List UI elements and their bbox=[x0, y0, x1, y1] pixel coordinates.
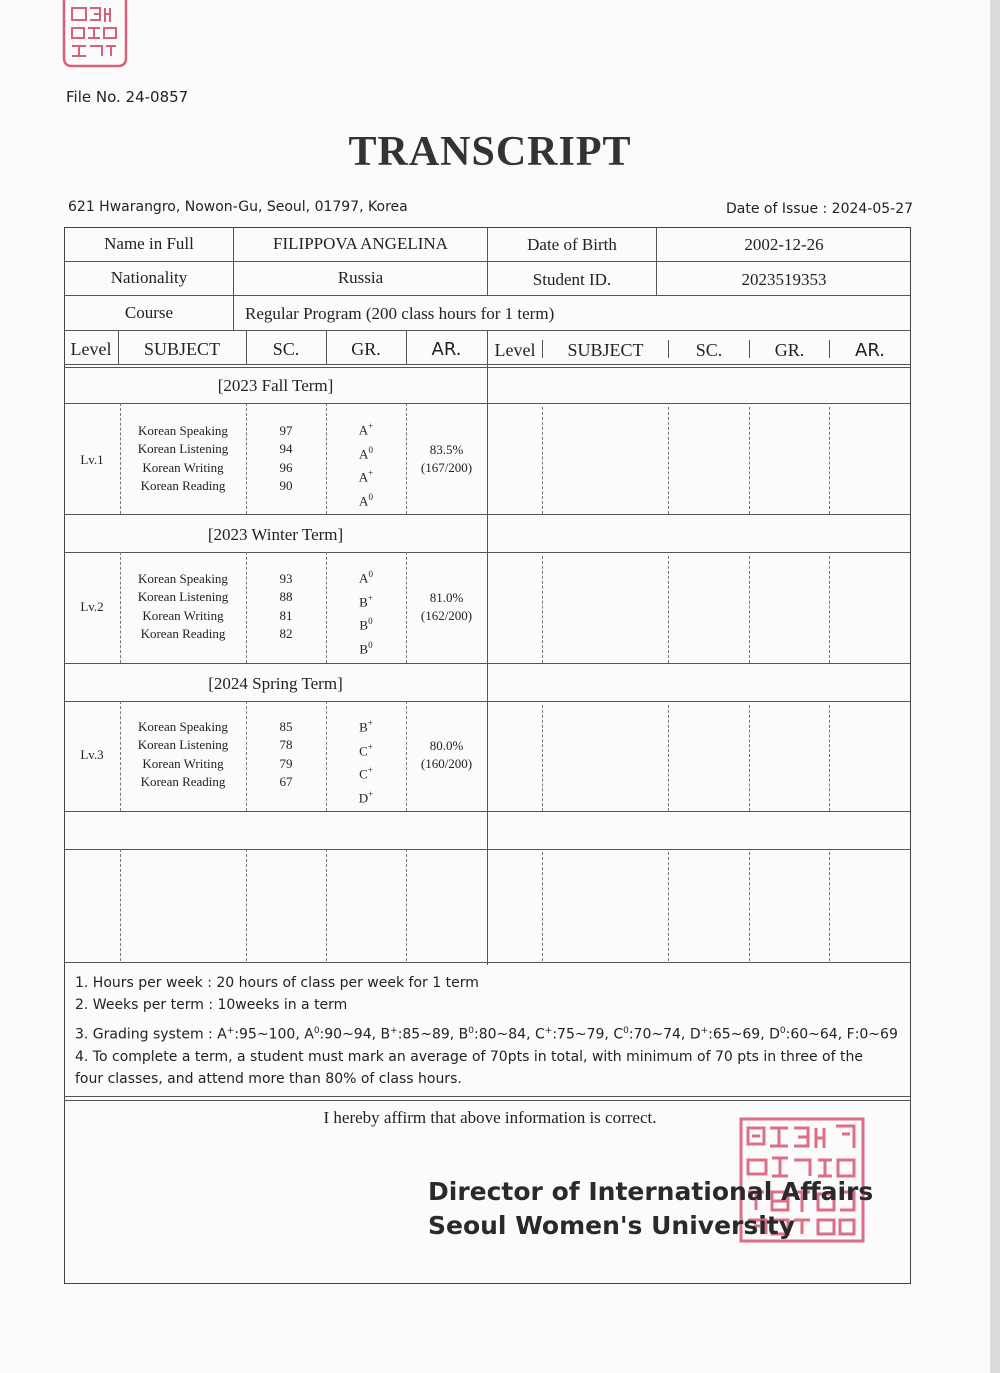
student-id-value: 2023519353 bbox=[741, 270, 827, 289]
note-hours-per-week: 1. Hours per week : 20 hours of class per week for 1 term bbox=[75, 975, 479, 991]
score-value: 79 bbox=[279, 756, 293, 771]
grade-value: C+ bbox=[359, 765, 373, 782]
note-completion-rule: 4. To complete a term, a student must mark an average of 70pts in total, with minimum of 70 pts in three of the four classes, and attend more than 80% of class hours. bbox=[75, 1048, 863, 1087]
university-address: 621 Hwarangro, Nowon-Gu, Seoul, 01797, Korea bbox=[68, 199, 408, 215]
date-of-issue: Date of Issue : 2024-05-27 bbox=[726, 201, 914, 217]
subject-name: Korean Speaking bbox=[138, 719, 228, 734]
university-seal-small bbox=[60, 0, 130, 70]
signature-title: Director of International Affairs bbox=[428, 1177, 874, 1206]
grade-value: $A^0$ bbox=[359, 492, 373, 509]
score-value: 97 bbox=[279, 423, 293, 438]
subject-name: Korean Listening bbox=[137, 589, 229, 604]
term3-level: Lv.3 bbox=[80, 747, 104, 762]
subject-name: Korean Listening bbox=[137, 441, 229, 456]
col-level-right: Level bbox=[494, 340, 536, 360]
grade-value: B+ bbox=[359, 718, 373, 735]
term-winter-2023: [2023 Winter Term] bbox=[207, 525, 344, 544]
subject-name: Korean Reading bbox=[140, 626, 226, 641]
col-level: Level bbox=[70, 339, 112, 359]
col-subject-right: SUBJECT bbox=[567, 340, 644, 360]
subject-name: Korean Speaking bbox=[138, 423, 228, 438]
col-score: SC. bbox=[272, 339, 300, 359]
col-score-right: SC. bbox=[695, 340, 723, 360]
col-grade-right: GR. bbox=[774, 340, 805, 360]
note-grading-system: 3. Grading system : A+:95~100, $A^0:90\sim 94$, B+:85~89, $B^0:80\sim 84$, C+:75~79, $C^0:70\sim 74$, D+:65~69, $D^0:60\sim 64$, F:0~69 bbox=[75, 1026, 898, 1043]
subject-name: Korean Writing bbox=[142, 608, 224, 623]
subject-name: Korean Speaking bbox=[138, 571, 228, 586]
subject-name: Korean Writing bbox=[142, 460, 224, 475]
dob-value: 2002-12-26 bbox=[744, 235, 824, 254]
grade-value: A+ bbox=[358, 468, 374, 485]
attendance-percent: 80.0% bbox=[429, 738, 464, 753]
col-subject: SUBJECT bbox=[143, 339, 221, 359]
grade-value: D+ bbox=[358, 789, 374, 806]
grade-value: $A^0$ bbox=[359, 569, 373, 586]
attendance-percent: 81.0% bbox=[429, 590, 464, 605]
score-value: 88 bbox=[279, 589, 293, 604]
affirmation-statement: I hereby affirm that above information is correct. bbox=[323, 1108, 657, 1127]
term1-level: Lv.1 bbox=[80, 452, 104, 467]
term2-level: Lv.2 bbox=[80, 599, 104, 614]
transcript-notes bbox=[75, 972, 898, 1090]
term-spring-2024: [2024 Spring Term] bbox=[208, 674, 343, 693]
grade-value: B+ bbox=[359, 593, 373, 610]
dob-label: Date of Birth bbox=[527, 235, 617, 254]
page-edge bbox=[990, 0, 1000, 1373]
score-value: 67 bbox=[279, 774, 293, 789]
student-id-label: Student ID. bbox=[532, 270, 612, 289]
term-fall-2023: [2023 Fall Term] bbox=[217, 376, 334, 395]
score-value: 94 bbox=[279, 441, 293, 456]
subject-name: Korean Reading bbox=[140, 478, 226, 493]
score-value: 81 bbox=[279, 608, 293, 623]
grade-value: $B^0$ bbox=[359, 640, 373, 657]
attendance-hours: (162/200) bbox=[420, 608, 473, 623]
col-ar-right: AR. bbox=[855, 340, 885, 361]
course-label: Course bbox=[124, 303, 174, 322]
subject-name: Korean Listening bbox=[137, 737, 229, 752]
file-number: File No. 24-0857 bbox=[66, 88, 189, 106]
name-value: FILIPPOVA ANGELINA bbox=[273, 234, 448, 253]
score-value: 96 bbox=[279, 460, 293, 475]
grade-value: $B^0$ bbox=[359, 616, 373, 633]
score-value: 78 bbox=[279, 737, 293, 752]
subject-name: Korean Reading bbox=[140, 774, 226, 789]
score-value: 82 bbox=[279, 626, 293, 641]
page-title: TRANSCRIPT bbox=[348, 129, 632, 175]
col-grade: GR. bbox=[351, 339, 381, 359]
col-ar: AR. bbox=[431, 339, 462, 360]
score-value: 85 bbox=[279, 719, 293, 734]
grade-value: C+ bbox=[359, 742, 373, 759]
course-value: Regular Program (200 class hours for 1 term) bbox=[245, 304, 555, 323]
note-weeks-per-term: 2. Weeks per term : 10weeks in a term bbox=[75, 997, 348, 1013]
grade-value: $A^0$ bbox=[359, 445, 373, 462]
score-value: 90 bbox=[279, 478, 293, 493]
name-label: Name in Full bbox=[104, 234, 194, 253]
signature-block bbox=[428, 1175, 873, 1243]
nationality-label: Nationality bbox=[110, 268, 188, 287]
attendance-percent: 83.5% bbox=[429, 442, 464, 457]
grade-value: A+ bbox=[358, 421, 374, 438]
nationality-value: Russia bbox=[337, 268, 384, 287]
score-value: 93 bbox=[279, 571, 293, 586]
attendance-hours: (160/200) bbox=[420, 756, 473, 771]
subject-name: Korean Writing bbox=[142, 756, 224, 771]
signature-institution: Seoul Women's University bbox=[428, 1211, 796, 1240]
attendance-hours: (167/200) bbox=[420, 460, 473, 475]
